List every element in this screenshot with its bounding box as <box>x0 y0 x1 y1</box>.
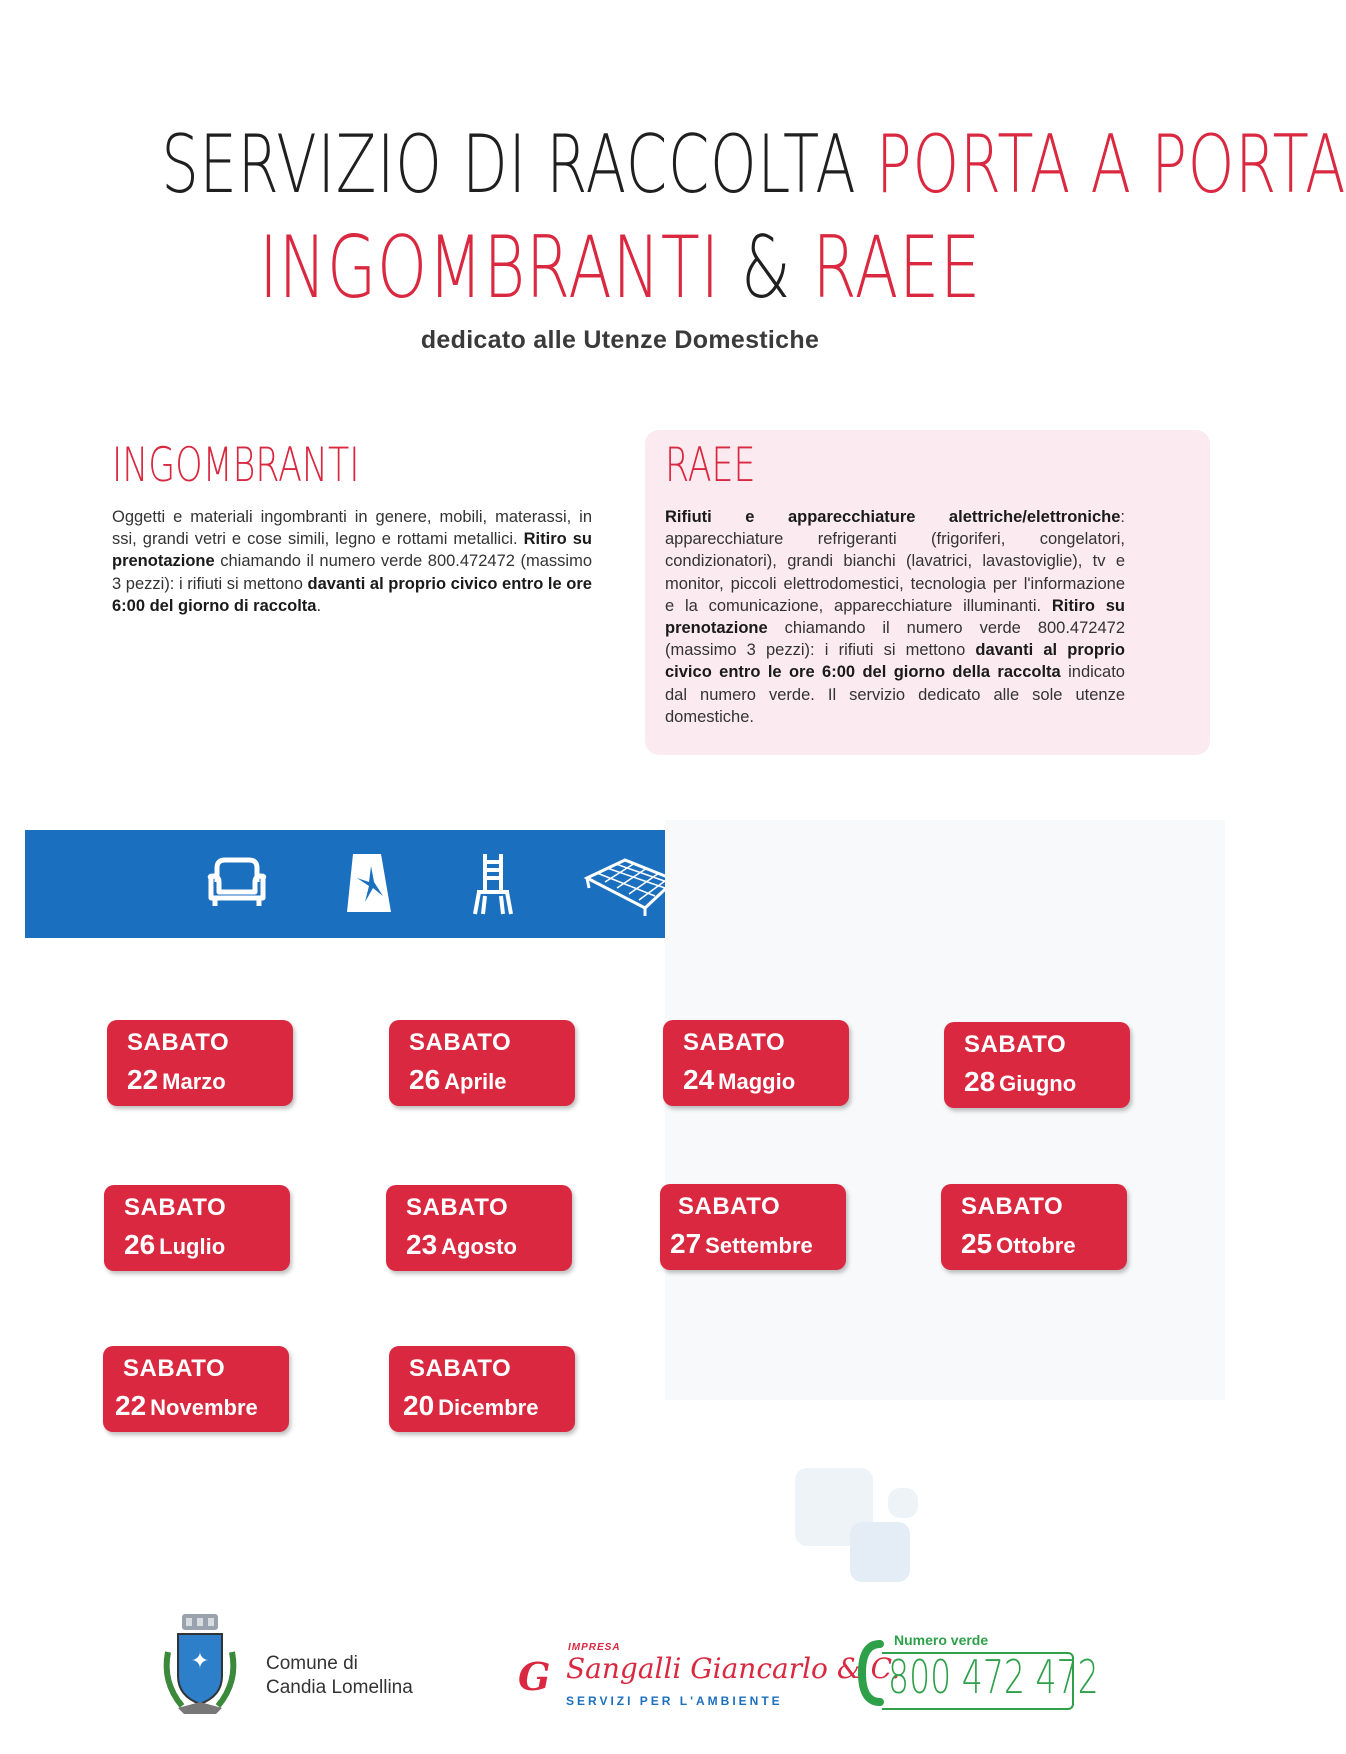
date-month: Ottobre <box>996 1233 1076 1258</box>
date-day: SABATO <box>406 1194 509 1221</box>
date-num: 26 <box>409 1064 441 1095</box>
date-card <box>107 1020 293 1106</box>
numero-verde-number[interactable]: 800 472 472 <box>888 1650 1099 1704</box>
date-month: Novembre <box>150 1395 258 1420</box>
subtitle: dedicato alle Utenze Domestiche <box>420 326 820 354</box>
date-number <box>683 1064 795 1096</box>
comune-line-1: Comune di <box>266 1653 358 1674</box>
date-num: 20 <box>403 1390 435 1421</box>
date-num: 24 <box>683 1064 715 1095</box>
date-card <box>389 1346 575 1432</box>
date-num: 27 <box>670 1228 702 1259</box>
title-ampersand: & <box>741 218 792 318</box>
raee-heading: RAEE <box>665 438 756 493</box>
raee-text-2: chiamando il numero verde 800.472472 (massimo 3 pezzi): i rifiuti si mettono <box>665 619 1125 660</box>
raee-text-1: : apparecchiature refrigeranti (frigoriferi, congelatori, condizionatori), grandi bianchi (lavatrici, lavastoviglie), tv e monitor, piccoli elettrodomestici, tecnologia per l'informazione e la comunicazione, apparecchiature illuminanti. <box>665 508 1125 615</box>
raee-bold-1: Ritiro su prenotazione <box>665 596 1125 638</box>
comune-crest-icon <box>160 1612 240 1721</box>
sofa-icon <box>205 852 269 912</box>
ingombranti-text-2: chiamando il numero verde 800.472472 (massimo 3 pezzi): i rifiuti si mettono <box>112 552 592 593</box>
date-month: Giugno <box>999 1071 1077 1096</box>
bed-spring-icon <box>585 856 677 916</box>
date-card <box>103 1346 289 1432</box>
date-day: SABATO <box>124 1194 227 1221</box>
date-month: Luglio <box>159 1234 226 1259</box>
date-num: 25 <box>961 1228 993 1259</box>
date-num: 22 <box>127 1064 159 1095</box>
raee-text <box>665 506 1125 728</box>
raee-bold-2: davanti al proprio civico entro le ore 6:00 del giorno della raccolta <box>665 641 1126 682</box>
raee-bold-0: Rifiuti e apparecchiature alettriche/elettroniche <box>665 508 1121 526</box>
date-day: SABATO <box>961 1193 1064 1220</box>
date-day: SABATO <box>678 1193 781 1220</box>
ingombranti-text-3: . <box>316 596 322 615</box>
comune-name <box>266 1652 413 1700</box>
decorative-square-2 <box>850 1522 910 1582</box>
brand-mark-icon <box>516 1654 560 1698</box>
raee-text-3: indicato dal numero verde. Il servizio dedicato alle sole utenze domestiche. <box>665 663 1125 726</box>
date-number <box>964 1066 1076 1098</box>
date-num: 26 <box>124 1229 156 1260</box>
date-day: SABATO <box>683 1029 786 1056</box>
brand-tagline: SERVIZI PER L'AMBIENTE <box>566 1694 783 1708</box>
date-card <box>944 1022 1130 1108</box>
date-num: 23 <box>406 1229 438 1260</box>
ingombranti-section <box>112 440 592 617</box>
date-day: SABATO <box>409 1029 512 1056</box>
svg-text:G: G <box>518 1654 551 1699</box>
numero-verde <box>856 1632 1099 1712</box>
date-number <box>406 1229 517 1261</box>
title-line-1 <box>161 118 1346 211</box>
date-number <box>409 1064 507 1096</box>
date-month: Marzo <box>162 1069 226 1094</box>
date-num: 22 <box>115 1390 147 1421</box>
brand-name: Sangalli Giancarlo & C. <box>566 1652 900 1685</box>
raee-section <box>665 440 1125 728</box>
date-card <box>663 1020 849 1106</box>
chair-icon <box>473 852 513 916</box>
title-raee: RAEE <box>812 218 981 318</box>
date-day: SABATO <box>409 1355 512 1382</box>
glass-pane-icon <box>343 852 395 914</box>
date-month: Maggio <box>718 1069 796 1094</box>
date-month: Settembre <box>705 1233 813 1258</box>
title-ingombranti: INGOMBRANTI <box>259 218 721 318</box>
date-number <box>127 1064 226 1096</box>
title-line-2 <box>161 220 1079 316</box>
brand-impresa: IMPRESA <box>568 1642 621 1653</box>
title-service: SERVIZIO DI RACCOLTA <box>161 118 857 211</box>
date-month: Agosto <box>441 1234 517 1259</box>
ingombranti-bold-2: davanti al proprio civico entro le ore 6:00 del giorno di raccolta <box>112 574 592 615</box>
date-card <box>104 1185 290 1271</box>
date-card <box>660 1184 846 1270</box>
date-month: Aprile <box>444 1069 507 1094</box>
date-number <box>961 1228 1076 1260</box>
ingombranti-bold-1: Ritiro su prenotazione <box>112 530 592 571</box>
svg-text:✦: ✦ <box>190 1649 210 1674</box>
ingombranti-text-1: Oggetti e materiali ingombranti in genere, mobili, materassi, in ssi, grandi vetri e cose simili, legno e rottami metallici. <box>112 508 592 549</box>
date-day: SABATO <box>964 1031 1067 1058</box>
date-number <box>670 1228 813 1260</box>
date-number <box>115 1390 258 1422</box>
date-day: SABATO <box>123 1355 226 1382</box>
ingombranti-heading: INGOMBRANTI <box>112 438 360 493</box>
date-card <box>386 1185 572 1271</box>
ingombranti-text <box>112 506 592 617</box>
date-number <box>403 1390 538 1422</box>
date-card <box>941 1184 1127 1270</box>
date-number <box>124 1229 225 1261</box>
comune-line-2: Candia Lomellina <box>266 1677 413 1698</box>
numero-verde-label: Numero verde <box>894 1632 989 1648</box>
decorative-panel <box>665 820 1225 1400</box>
date-month: Dicembre <box>438 1395 539 1420</box>
date-num: 28 <box>964 1066 996 1097</box>
title-porta-a-porta: PORTA A PORTA <box>876 118 1346 211</box>
date-day: SABATO <box>127 1029 230 1056</box>
decorative-square-3 <box>888 1488 918 1518</box>
date-card <box>389 1020 575 1106</box>
